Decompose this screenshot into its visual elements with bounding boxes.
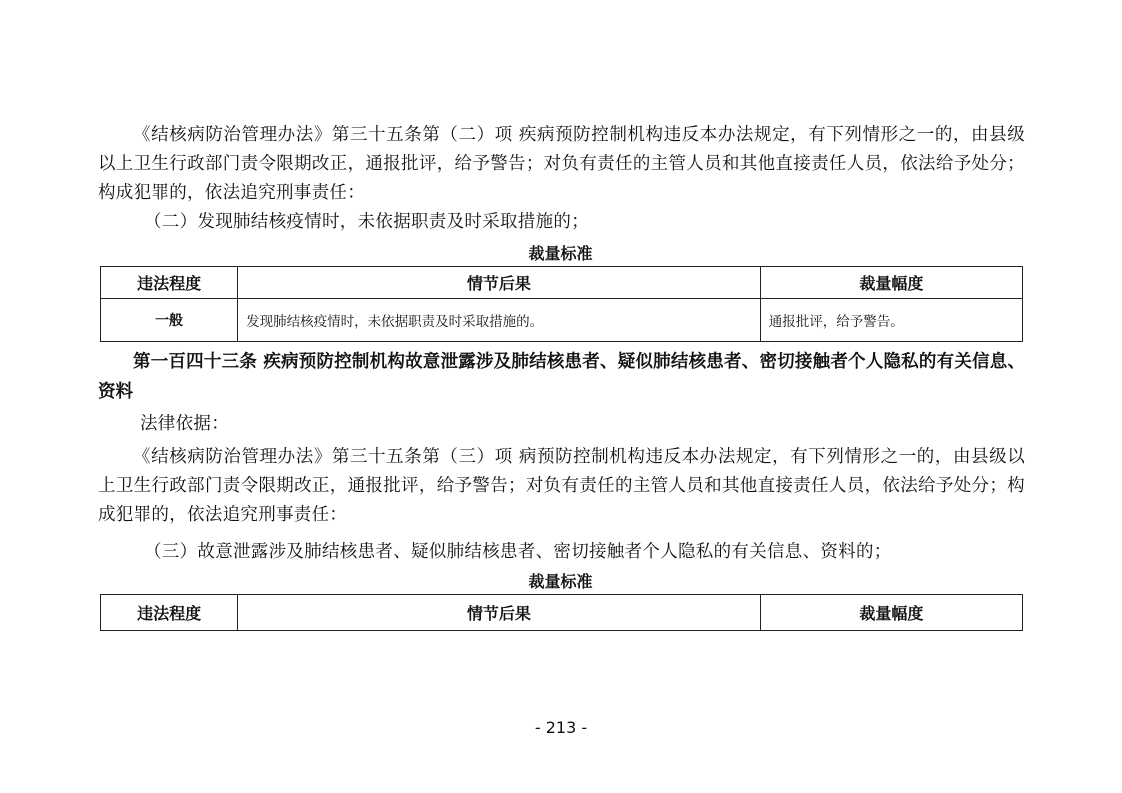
legal-basis-paragraph-1: 《结核病防治管理办法》第三十五条第（二）项 疾病预防控制机构违反本办法规定，有下列情形之一的，由县级以上卫生行政部门责令限期改正，通报批评，给予警告；对负有责任的主管人员和其他直接责任人员，依法给予处分；构成犯罪的，依法追究刑事责任： [98, 125, 1025, 203]
table-header-row [101, 595, 1023, 631]
cell-range: 通报批评，给予警告。 [760, 299, 1022, 342]
item-line-2: （三）故意泄露涉及肺结核患者、疑似肺结核患者、密切接触者个人隐私的有关信息、资料的； [144, 542, 892, 562]
table-caption-2: 裁量标准 [528, 572, 593, 591]
cell-circumstance: 发现肺结核疫情时，未依据职责及时采取措施的。 [238, 299, 761, 342]
table-header-row [101, 267, 1023, 299]
table-caption-1: 裁量标准 [528, 244, 593, 263]
header-penalty-range: 裁量幅度 [760, 595, 1022, 631]
table-row [101, 299, 1023, 342]
header-penalty-range: 裁量幅度 [760, 267, 1022, 299]
discretion-table-2 [100, 594, 1023, 631]
header-circumstance: 情节后果 [238, 267, 761, 299]
page-number: - 213 - [534, 718, 588, 737]
legal-basis-paragraph-2: 《结核病防治管理办法》第三十五条第（三）项 病预防控制机构违反本办法规定，有下列情形之一的，由县级以上卫生行政部门责令限期改正，通报批评，给予警告；对负有责任的主管人员和其他直接责任人员，依法给予处分；构成犯罪的，依法追究刑事责任： [98, 447, 1025, 525]
discretion-table-1 [100, 266, 1023, 342]
header-violation-level: 违法程度 [101, 267, 238, 299]
legal-basis-label: 法律依据： [140, 414, 229, 434]
cell-level: 一般 [101, 299, 238, 342]
header-violation-level: 违法程度 [101, 595, 238, 631]
article-heading: 第一百四十三条 疾病预防控制机构故意泄露涉及肺结核患者、疑似肺结核患者、密切接触者个人隐私的有关信息、资料 [98, 352, 1025, 402]
header-circumstance: 情节后果 [238, 595, 761, 631]
item-line-1: （二）发现肺结核疫情时，未依据职责及时采取措施的； [144, 212, 589, 232]
